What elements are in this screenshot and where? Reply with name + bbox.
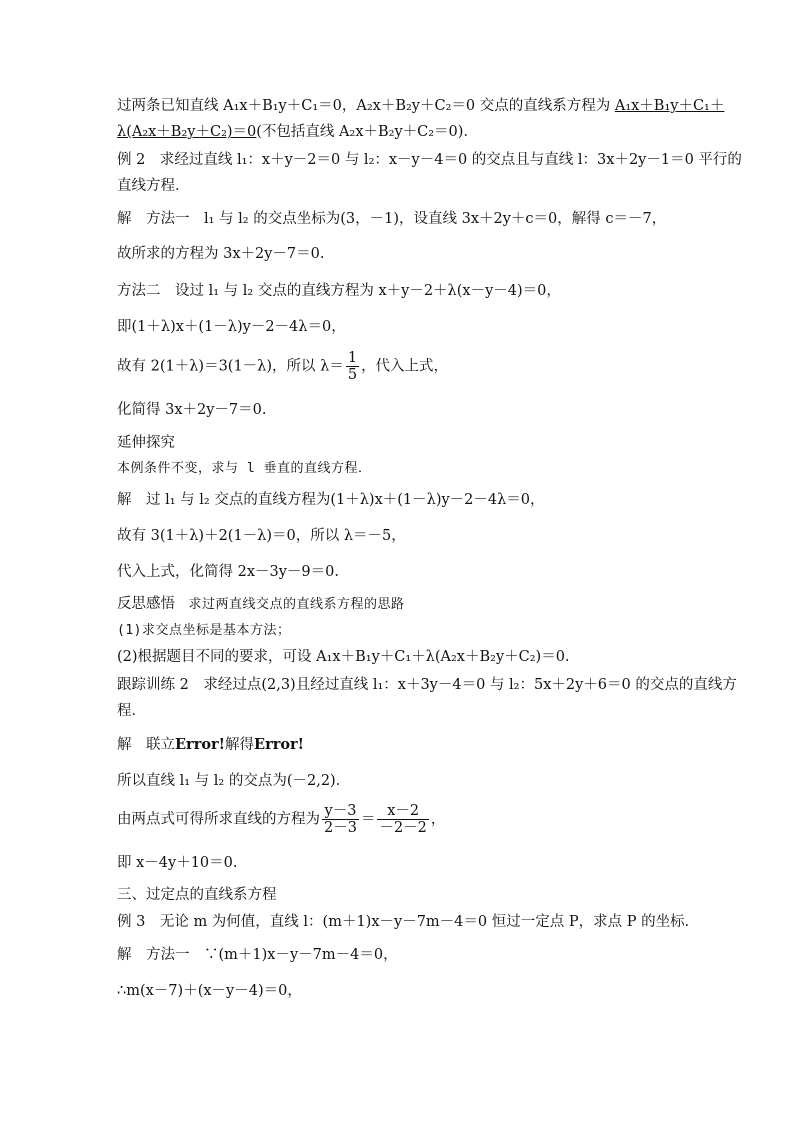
text-line: 解 方法一 ∵(m＋1)x－y－7m－4＝0， — [117, 947, 398, 963]
fraction: $\frac{1}{5}$ — [347, 350, 358, 383]
underlined-formula: λ(A₂x＋B₂y＋C₂)＝0 — [117, 124, 257, 140]
text-line: 所以直线 l₁ 与 l₂ 的交点为(－2,2)． — [117, 773, 351, 789]
text-line: (1)求交点坐标是基本方法； — [117, 623, 291, 638]
text-line: λ(A₂x＋B₂y＋C₂)＝0(不包括直线 A₂x＋B₂y＋C₂＝0)． — [117, 124, 478, 140]
text-line: 由两点式可得所求直线的方程为 $\frac{y-3}{2-3}$ ＝ $\frac{x-2}{-2-2}$ ， — [117, 803, 446, 836]
text-line: 过两条已知直线 A₁x＋B₁y＋C₁＝0，A₂x＋B₂y＋C₂＝0 交点的直线系方程为 A₁x＋B₁y＋C₁＋ — [117, 98, 725, 114]
text-line: 即 x－4y＋10＝0. — [117, 855, 238, 871]
text-line: (2)根据题目不同的要求，可设 A₁x＋B₁y＋C₁＋λ(A₂x＋B₂y＋C₂)＝0. — [117, 649, 570, 665]
solution-method-2: 方法二 设过 l₁ 与 l₂ 交点的直线方程为 x＋y－2＋λ(x－y－4)＝0， — [117, 283, 561, 299]
text-line: 即(1＋λ)x＋(1－λ)y－2－4λ＝0， — [117, 319, 346, 335]
text-line: 直线方程． — [117, 178, 190, 194]
section-heading: 三、过定点的直线系方程 — [117, 887, 277, 903]
text-line: 解 联立Error!解得Error! — [117, 736, 305, 753]
fraction: $\frac{y-3}{2-3}$ — [324, 803, 357, 836]
text-line: 故有 3(1＋λ)＋2(1－λ)＝0，所以 λ＝－5， — [117, 528, 406, 544]
practice-2-question: 跟踪训练 2 求经过点(2,3)且经过直线 l₁：x＋3y－4＝0 与 l₂：5x＋2y＋6＝0 的交点的直线方 — [117, 677, 737, 693]
text-line: 程． — [117, 703, 146, 719]
text-line: 解 过 l₁ 与 l₂ 交点的直线方程为(1＋λ)x＋(1－λ)y－2－4λ＝0， — [117, 492, 545, 508]
example-2-question: 例 2 求经过直线 l₁：x＋y－2＝0 与 l₂：x－y－4＝0 的交点且与直线 l：3x＋2y－1＝0 平行的 — [117, 152, 742, 168]
text-line: 故有 2(1＋λ)＝3(1－λ)，所以 λ＝ $\frac{1}{5}$ ，代入上式， — [117, 350, 449, 383]
error-field: Error! — [175, 736, 226, 753]
section-heading: 延伸探究 — [117, 435, 175, 451]
text-line: 代入上式，化简得 2x－3y－9＝0. — [117, 564, 339, 580]
solution-method-1: 解 方法一 l₁ 与 l₂ 的交点坐标为(3，－1)，设直线 3x＋2y＋c＝0，解得 c＝－7， — [117, 211, 667, 227]
error-field: Error! — [254, 736, 305, 753]
fraction: $\frac{x-2}{-2-2}$ — [379, 803, 427, 836]
text-line: ∴m(x－7)＋(x－y－4)＝0， — [117, 983, 302, 999]
text-line: 化简得 3x＋2y－7＝0. — [117, 402, 267, 418]
text-line: 故所求的方程为 3x＋2y－7＝0. — [117, 246, 325, 262]
underlined-formula: A₁x＋B₁y＋C₁＋ — [614, 98, 725, 114]
reflection-heading: 反思感悟 求过两直线交点的直线系方程的思路 — [117, 596, 405, 612]
example-3-question: 例 3 无论 m 为何值，直线 l：(m＋1)x－y－7m－4＝0 恒过一定点 P，求点 P 的坐标． — [117, 914, 700, 930]
text-line: 本例条件不变，求与 l 垂直的直线方程． — [117, 461, 372, 476]
